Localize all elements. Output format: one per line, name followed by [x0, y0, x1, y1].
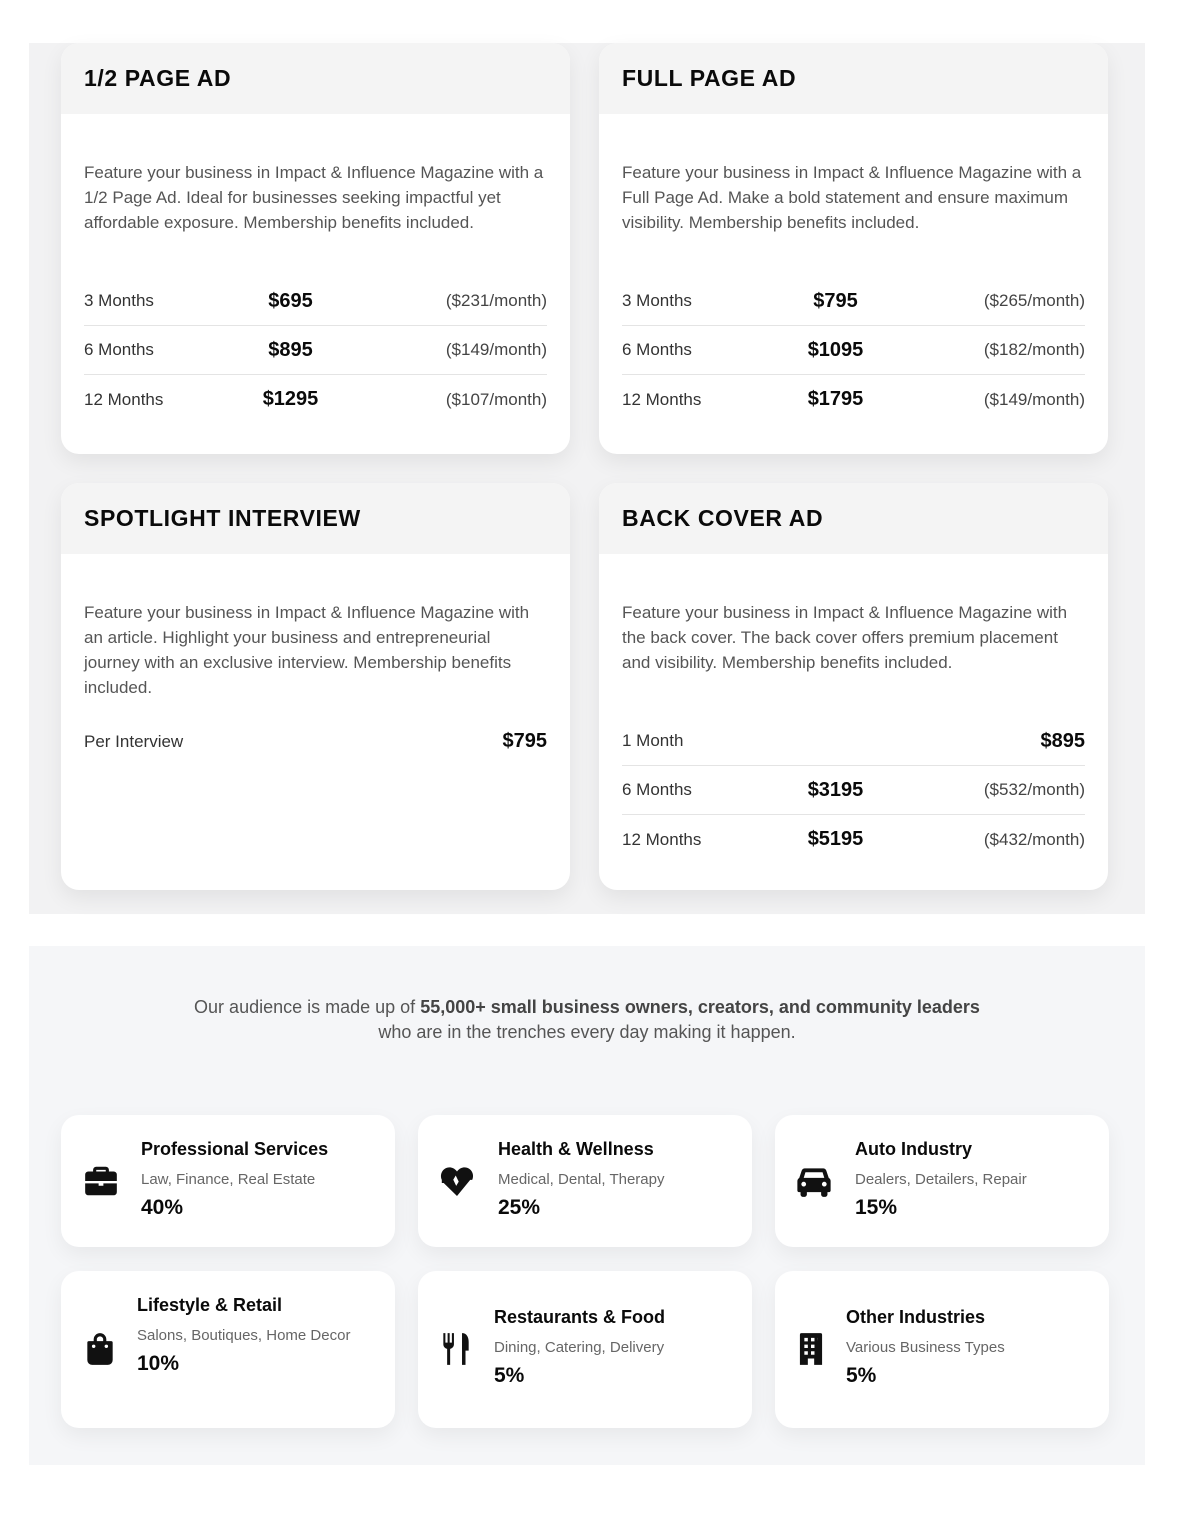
intro-prefix: Our audience is made up of: [194, 997, 421, 1017]
price-monthly: ($231/month): [445, 291, 547, 310]
price-table: [84, 277, 547, 424]
price-term: Per Interview: [84, 731, 184, 751]
price-amount: $3195: [807, 778, 864, 801]
price-row: [84, 277, 547, 326]
price-monthly: ($149/month): [445, 340, 547, 359]
industry-card-professional-services: [61, 1115, 395, 1247]
industry-card-auto-industry: [775, 1115, 1109, 1247]
price-monthly: ($149/month): [983, 389, 1085, 409]
half-page-ad-card: [61, 43, 570, 454]
audience-section: [29, 946, 1145, 1465]
industry-percentage: 5%: [494, 1364, 525, 1387]
price-table: [84, 717, 547, 766]
industry-subtitle: Salons, Boutiques, Home Decor: [137, 1327, 351, 1344]
price-monthly: ($265/month): [983, 291, 1085, 310]
price-row: [622, 326, 1085, 375]
price-row: [622, 375, 1085, 424]
industry-subtitle: Medical, Dental, Therapy: [498, 1171, 665, 1188]
price-term: 6 Months: [622, 340, 692, 359]
card-description: Feature your business in Impact & Influence Magazine with the back cover. The back cover offers premium placement and visibility. Membership benefits included.: [622, 603, 1068, 672]
price-term: 1 Month: [622, 731, 684, 750]
industry-card-lifestyle-retail: [61, 1271, 395, 1428]
card-header: [61, 483, 570, 554]
industry-name: Health & Wellness: [498, 1139, 654, 1159]
card-title: FULL PAGE AD: [622, 65, 797, 91]
shopping-bag-icon: [81, 1330, 119, 1368]
card-description: Feature your business in Impact & Influence Magazine with an article. Highlight your business and entrepreneurial journey with an exclusive interview. Membership benefits included.: [84, 603, 530, 697]
price-row: [84, 326, 547, 375]
price-term: 12 Months: [84, 389, 164, 409]
card-description: Feature your business in Impact & Influence Magazine with a 1/2 Page Ad. Ideal for businesses seeking impactful yet affordable exposure. Membership benefits included.: [84, 163, 544, 232]
price-amount: $895: [1040, 729, 1085, 752]
price-monthly: ($432/month): [983, 829, 1085, 849]
card-header: [61, 43, 570, 114]
industry-percentage: 40%: [141, 1196, 184, 1219]
price-amount: $5195: [807, 828, 864, 850]
price-amount: $795: [502, 730, 547, 752]
price-monthly: ($532/month): [983, 780, 1085, 799]
industry-subtitle: Dealers, Detailers, Repair: [855, 1171, 1027, 1188]
price-term: 12 Months: [622, 829, 702, 849]
industry-subtitle: Law, Finance, Real Estate: [141, 1171, 316, 1188]
building-icon: [792, 1330, 830, 1368]
price-term: 6 Months: [622, 780, 692, 799]
price-table: [622, 717, 1085, 864]
intro-highlight: 55,000+ small business owners, creators, and community leaders: [420, 997, 980, 1017]
price-row: [622, 717, 1085, 766]
card-title: 1/2 PAGE AD: [84, 65, 232, 91]
price-row: [622, 815, 1085, 864]
price-monthly: ($182/month): [983, 340, 1085, 359]
price-row: [622, 277, 1085, 326]
price-amount: $895: [268, 338, 313, 361]
price-amount: $795: [813, 289, 858, 312]
price-term: 3 Months: [622, 291, 692, 310]
industry-card-restaurants-food: [418, 1271, 752, 1428]
price-term: 12 Months: [622, 389, 702, 409]
price-amount: $695: [268, 289, 313, 312]
audience-intro: [29, 995, 1145, 1045]
industry-subtitle: Dining, Catering, Delivery: [494, 1339, 665, 1356]
industry-name: Professional Services: [141, 1139, 329, 1159]
card-description: Feature your business in Impact & Influence Magazine with a Full Page Ad. Make a bold statement and ensure maximum visibility. Membership benefits included.: [622, 163, 1082, 232]
industry-name: Auto Industry: [855, 1139, 972, 1159]
industry-percentage: 5%: [846, 1364, 877, 1387]
price-amount: $1295: [262, 388, 319, 410]
price-row: [622, 766, 1085, 815]
card-title: BACK COVER AD: [622, 505, 824, 531]
briefcase-icon: [82, 1162, 120, 1200]
industry-name: Lifestyle & Retail: [137, 1295, 283, 1315]
car-icon: [795, 1162, 833, 1200]
industry-percentage: 10%: [137, 1352, 180, 1375]
card-header: [599, 43, 1108, 114]
utensils-icon: [437, 1330, 475, 1368]
full-page-ad-card: [599, 43, 1108, 454]
pricing-section: [29, 43, 1145, 914]
industry-subtitle: Various Business Types: [846, 1339, 1005, 1356]
price-table: [622, 277, 1085, 424]
back-cover-ad-card: [599, 483, 1108, 890]
industry-name: Other Industries: [846, 1307, 986, 1327]
price-term: 6 Months: [84, 340, 154, 359]
price-monthly: ($107/month): [445, 389, 547, 409]
industry-card-other-industries: [775, 1271, 1109, 1428]
price-amount: $1095: [807, 338, 864, 361]
spotlight-interview-card: [61, 483, 570, 890]
price-row: [84, 375, 547, 424]
industry-percentage: 25%: [498, 1196, 541, 1219]
price-term: 3 Months: [84, 291, 154, 310]
price-row: [84, 717, 547, 766]
intro-suffix: who are in the trenches every day making it happen.: [378, 1022, 796, 1042]
card-header: [599, 483, 1108, 554]
price-amount: $1795: [807, 388, 864, 410]
industry-name: Restaurants & Food: [494, 1307, 666, 1327]
industry-card-health-wellness: [418, 1115, 752, 1247]
heartbeat-icon: [438, 1162, 476, 1200]
card-title: SPOTLIGHT INTERVIEW: [84, 505, 361, 531]
industry-percentage: 15%: [855, 1196, 898, 1219]
